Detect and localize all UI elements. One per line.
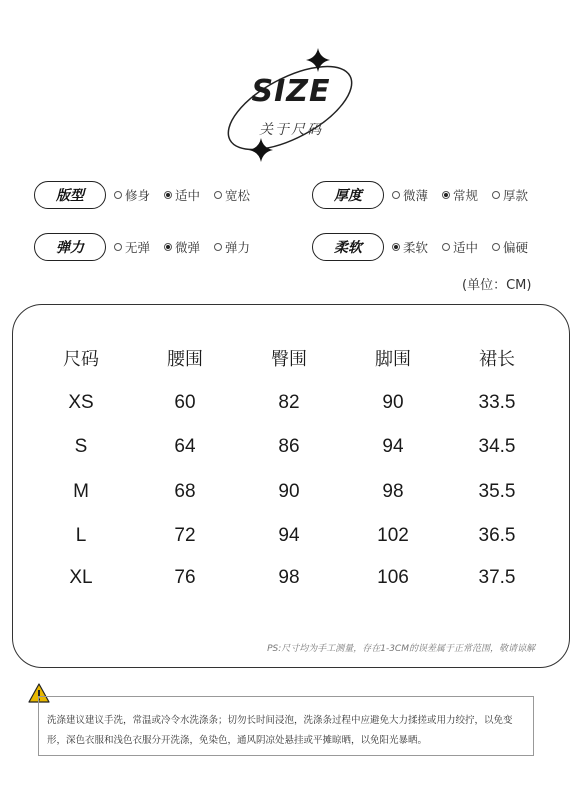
cell-length: 37.5 (478, 567, 516, 588)
size-table (12, 304, 570, 668)
option-stretch: 弹力 (214, 238, 250, 256)
unit-note: (单位：CM) (462, 278, 532, 293)
cell-hem: 94 (382, 436, 404, 457)
cell-waist: 72 (174, 525, 196, 546)
option-soft: 柔软 (392, 238, 428, 256)
radio-selected-icon (164, 243, 172, 251)
radio-icon (214, 191, 222, 199)
cell-size: S (74, 436, 88, 457)
radio-selected-icon (164, 191, 172, 199)
radio-selected-icon (442, 191, 450, 199)
attribute-label: 厚度 (312, 181, 384, 209)
radio-icon (392, 191, 400, 199)
logo-subtitle: 关于尺码 (259, 122, 323, 138)
logo-title: SIZE (251, 74, 331, 109)
cell-waist: 60 (174, 392, 196, 413)
option-loose: 宽松 (214, 186, 250, 204)
cell-hem: 98 (382, 481, 404, 502)
care-instructions-text: 洗涤建议建议手洗，常温或冷令水洗涤条；切勿长时间浸泡，洗涤条过程中应避免大力揉搓或用力绞拧，以免变形，深色衣服和浅色衣服分开洗涤，免染色，通风阴凉处悬挂或平摊晾晒，以免阳光暴晒。 (47, 715, 513, 746)
table-header-row (13, 345, 569, 375)
table-row (13, 567, 569, 597)
radio-icon (492, 191, 500, 199)
cell-waist: 64 (174, 436, 196, 457)
radio-icon (114, 191, 122, 199)
cell-length: 35.5 (478, 481, 516, 502)
table-row (13, 392, 569, 422)
attribute-softness (312, 232, 542, 262)
table-row (13, 481, 569, 511)
radio-icon (442, 243, 450, 251)
attribute-label: 版型 (34, 181, 106, 209)
cell-size: XS (68, 392, 94, 413)
cell-hip: 98 (278, 567, 300, 588)
option-stiff: 偏硬 (492, 238, 528, 256)
table-row (13, 436, 569, 466)
attribute-thickness (312, 180, 542, 210)
option-thin: 微薄 (392, 186, 428, 204)
cell-waist: 68 (174, 481, 196, 502)
option-medium: 适中 (442, 238, 478, 256)
cell-size: L (75, 525, 87, 546)
attribute-elasticity (34, 232, 264, 262)
attribute-fit (34, 180, 264, 210)
header-length: 裙长 (479, 349, 515, 370)
size-logo (0, 0, 582, 170)
cell-hip: 94 (278, 525, 300, 546)
cell-size: XL (69, 567, 93, 588)
cell-length: 36.5 (478, 525, 516, 546)
option-slight-stretch: 微弹 (164, 238, 200, 256)
header-waist: 腰围 (167, 349, 203, 370)
radio-icon (114, 243, 122, 251)
option-normal: 常规 (442, 186, 478, 204)
header-hip: 臀围 (271, 349, 307, 370)
measurement-note: PS:尺寸均为手工测量，存在1-3CM的误差属于正常范围，敬请谅解 (267, 644, 535, 654)
cell-waist: 76 (174, 567, 196, 588)
cell-hem: 106 (377, 567, 409, 588)
cell-length: 33.5 (478, 392, 516, 413)
option-regular: 适中 (164, 186, 200, 204)
cell-hip: 82 (278, 392, 300, 413)
header-size: 尺码 (63, 349, 99, 370)
table-row (13, 525, 569, 555)
radio-selected-icon (392, 243, 400, 251)
care-instructions-box (38, 696, 534, 756)
cell-hem: 102 (377, 525, 409, 546)
cell-hem: 90 (382, 392, 404, 413)
cell-hip: 90 (278, 481, 300, 502)
attribute-label: 弹力 (34, 233, 106, 261)
attribute-label: 柔软 (312, 233, 384, 261)
radio-icon (214, 243, 222, 251)
option-slim: 修身 (114, 186, 150, 204)
option-no-stretch: 无弹 (114, 238, 150, 256)
option-thick: 厚款 (492, 186, 528, 204)
header-hem: 脚围 (375, 349, 411, 370)
cell-hip: 86 (278, 436, 300, 457)
cell-length: 34.5 (478, 436, 516, 457)
radio-icon (492, 243, 500, 251)
cell-size: M (73, 481, 89, 502)
